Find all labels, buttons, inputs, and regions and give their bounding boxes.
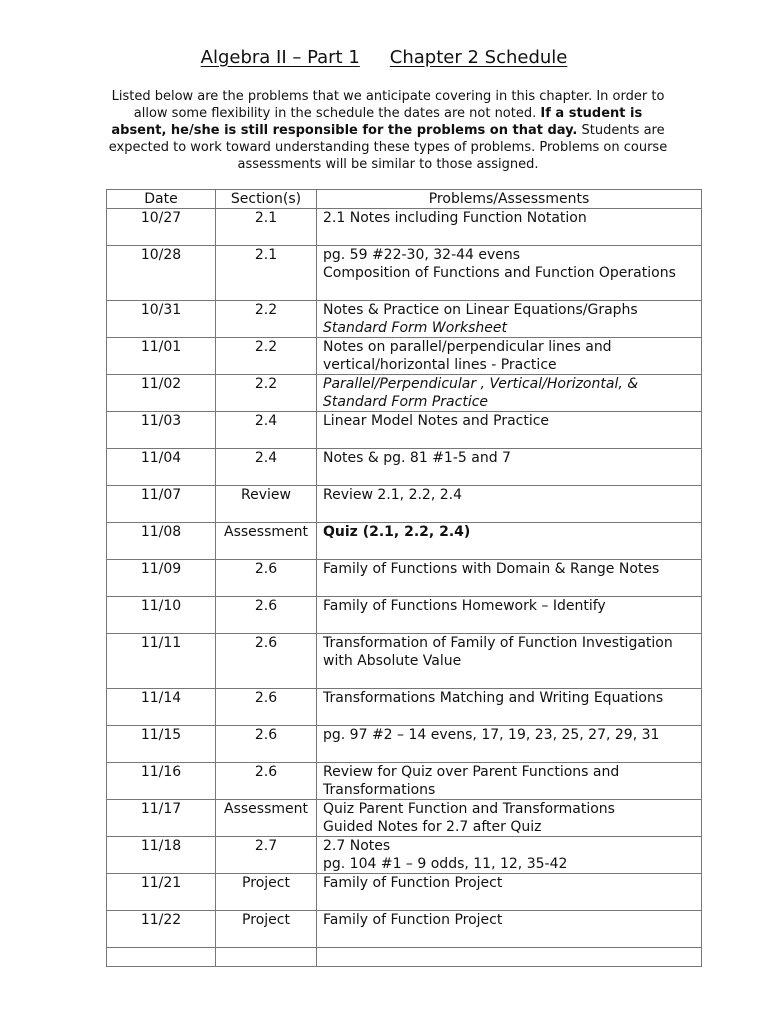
cell-date: 10/31 [107,301,216,338]
cell-section: 2.6 [216,634,317,689]
table-row [107,948,702,967]
problem-line: Transformation of Family of Function Investigation [323,635,673,651]
table-row [107,763,702,800]
schedule-rows [107,209,702,967]
table-row [107,726,702,763]
cell-problems [317,948,702,967]
header-problems: Problems/Assessments [317,190,702,209]
table-row [107,209,702,246]
problem-line: Parallel/Perpendicular , Vertical/Horizontal, & Standard Form Practice [323,376,639,410]
cell-section: 2.6 [216,726,317,763]
cell-section: 2.2 [216,375,317,412]
cell-date: 11/08 [107,523,216,560]
table-row [107,412,702,449]
cell-problems [317,689,702,726]
problem-line: Review for Quiz over Parent Functions and Transformations [323,764,620,798]
problem-line: Quiz (2.1, 2.2, 2.4) [323,524,471,540]
cell-problems [317,874,702,911]
cell-problems [317,800,702,837]
cell-problems [317,486,702,523]
cell-date: 11/07 [107,486,216,523]
intro-text-after: Students are expected to work toward understanding these types of problems. Problems on course assessments will be similar to those assigned. [108,123,668,172]
cell-section: 2.6 [216,560,317,597]
cell-date: 11/09 [107,560,216,597]
cell-date: 11/11 [107,634,216,689]
page-title [0,46,768,70]
cell-problems [317,523,702,560]
cell-section: 2.1 [216,246,317,301]
problem-line: Linear Model Notes and Practice [323,413,550,429]
table-header-row [107,190,702,209]
table-row [107,800,702,837]
problem-line: Family of Functions with Domain & Range Notes [323,561,660,577]
intro-text-before: Listed below are the problems that we anticipate covering in this chapter. In order to allow some flexibility in the schedule the dates are not noted. [111,89,665,121]
table-row [107,246,702,301]
table-row [107,634,702,689]
table-row [107,449,702,486]
problem-line: Quiz Parent Function and Transformations [323,801,615,817]
cell-problems [317,763,702,800]
problem-line: 2.1 Notes including Function Notation [323,210,587,226]
table-row [107,560,702,597]
cell-section: Project [216,911,317,948]
problem-line: Transformations Matching and Writing Equations [323,690,664,706]
cell-section: Review [216,486,317,523]
cell-section: 2.6 [216,763,317,800]
cell-problems [317,301,702,338]
cell-date: 11/15 [107,726,216,763]
problem-line: pg. 104 #1 – 9 odds, 11, 12, 35-42 [323,856,568,872]
cell-date [107,948,216,967]
header-date: Date [107,190,216,209]
cell-problems [317,726,702,763]
table-row [107,689,702,726]
intro-bold-notice: If a student is absent, he/she is still responsible for the problems on that day. [111,106,643,138]
cell-section: 2.2 [216,301,317,338]
cell-date: 10/27 [107,209,216,246]
cell-date: 11/14 [107,689,216,726]
cell-date: 10/28 [107,246,216,301]
cell-section: 2.4 [216,449,317,486]
problem-line: Guided Notes for 2.7 after Quiz [323,819,542,835]
cell-section: Project [216,874,317,911]
title-chapter: Chapter 2 Schedule [389,47,568,68]
problem-line: pg. 59 #22-30, 32-44 evens [323,247,521,263]
problem-line: Composition of Functions and Function Operations [323,265,676,281]
table-row [107,837,702,874]
cell-date: 11/03 [107,412,216,449]
problem-line: with Absolute Value [323,653,462,669]
cell-section: 2.6 [216,689,317,726]
table-row [107,874,702,911]
problem-line: pg. 97 #2 – 14 evens, 17, 19, 23, 25, 27, 29, 31 [323,727,660,743]
cell-problems [317,597,702,634]
problem-line: Review 2.1, 2.2, 2.4 [323,487,462,503]
cell-date: 11/22 [107,911,216,948]
table-row [107,301,702,338]
cell-section: 2.2 [216,338,317,375]
problem-line: Notes & Practice on Linear Equations/Graphs [323,302,638,318]
table-row [107,486,702,523]
cell-date: 11/17 [107,800,216,837]
cell-section: 2.7 [216,837,317,874]
cell-problems [317,412,702,449]
cell-problems [317,209,702,246]
cell-date: 11/16 [107,763,216,800]
problem-line: Family of Function Project [323,875,503,891]
problem-line: Family of Function Project [323,912,503,928]
table-row [107,375,702,412]
cell-date: 11/10 [107,597,216,634]
cell-date: 11/04 [107,449,216,486]
cell-section: 2.4 [216,412,317,449]
cell-problems [317,837,702,874]
cell-section [216,948,317,967]
table-row [107,338,702,375]
header-sections: Section(s) [216,190,317,209]
cell-problems [317,634,702,689]
problem-line: 2.7 Notes [323,838,391,854]
cell-problems [317,338,702,375]
table-row [107,523,702,560]
cell-date: 11/02 [107,375,216,412]
cell-date: 11/01 [107,338,216,375]
cell-section: 2.1 [216,209,317,246]
cell-date: 11/18 [107,837,216,874]
table-row [107,597,702,634]
cell-date: 11/21 [107,874,216,911]
cell-section: Assessment [216,523,317,560]
cell-problems [317,246,702,301]
intro-paragraph [108,88,668,173]
cell-problems [317,375,702,412]
schedule-table [106,189,702,967]
problem-line: Standard Form Worksheet [323,320,508,336]
cell-section: 2.6 [216,597,317,634]
problem-line: Notes & pg. 81 #1-5 and 7 [323,450,511,466]
cell-problems [317,560,702,597]
cell-problems [317,911,702,948]
cell-problems [317,449,702,486]
table-row [107,911,702,948]
problem-line: Notes on parallel/perpendicular lines and vertical/horizontal lines - Practice [323,339,612,373]
cell-section: Assessment [216,800,317,837]
title-course: Algebra II – Part 1 [200,47,360,68]
problem-line: Family of Functions Homework – Identify [323,598,606,614]
